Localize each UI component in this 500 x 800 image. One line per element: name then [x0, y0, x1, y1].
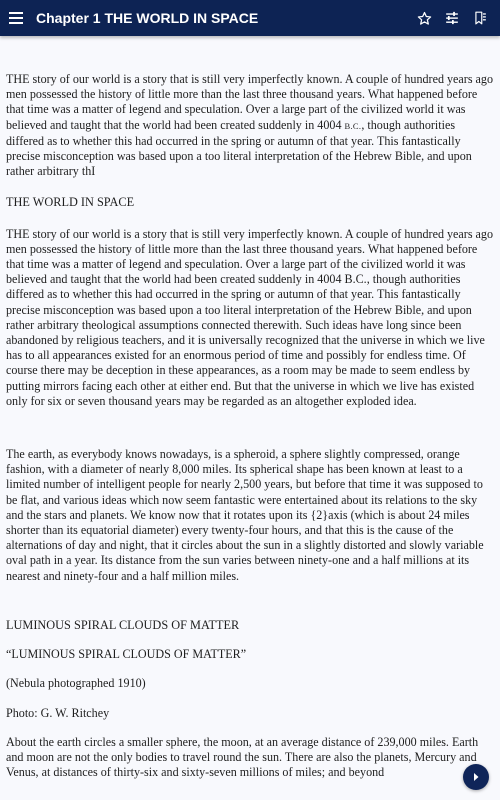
caption-date: (Nebula photographed 1910): [6, 676, 146, 691]
chapter-title: Chapter 1 THE WORLD IN SPACE: [36, 10, 259, 26]
app-bar: [0, 0, 500, 36]
intro-paragraph: [6, 72, 494, 179]
caption-title: “LUMINOUS SPIRAL CLOUDS OF MATTER”: [6, 647, 247, 662]
intro-text-part1: THE story of our world is a story that is still very imperfectly known. A couple of hundred years ago men possessed the history of little more than the last three thousand years. What happened before that time was a matter of legend and speculation. Over a large part of the civilized world it was believed and taught that the world had been created suddenly in 4004: [6, 72, 494, 132]
section-heading-world-in-space: THE WORLD IN SPACE: [6, 195, 135, 210]
tune-icon: [445, 11, 459, 25]
next-page-button[interactable]: [463, 764, 489, 790]
intro-text-part2: , though authorities differed as to whether this had occurred in the spring or autumn of that year. This fantastically precise misconception was based upon a too literal interpretation of the Hebrew Bible, and upon rather arbitrary thI: [6, 117, 472, 179]
chevron-right-icon: [470, 771, 482, 783]
section-heading-spiral-clouds: LUMINOUS SPIRAL CLOUDS OF MATTER: [6, 617, 240, 632]
settings-button[interactable]: [438, 0, 466, 36]
contents-button[interactable]: [466, 0, 494, 36]
toolbar-actions: [410, 0, 494, 36]
paragraph-story: THE story of our world is a story that is still very imperfectly known. A couple of hundred years ago men possessed the history of little more than the last three thousand years. What happened before that time was a matter of legend and speculation. Over a large part of the civilized world it was believed and taught that the world had been created suddenly in 4004 B.C., though authorities differed as to whether this had occurred in the spring or autumn of that year. This fantastically precise misconception was based upon a too literal interpretation of the Hebrew Bible, and upon rather arbitrary theological assumptions connected therewith. Such ideas have long since been abandoned by religious teachers, and it is universally recognized that the universe in which we live has to all appearances existed for an enormous period of time and possibly for endless time. Of course there may be deception in these appearances, as a room may be made to seem endless by putting mirrors facing each other at either end. But that the universe in which we live has existed only for six or seven thousand years may be regarded as an altogether exploded idea.: [6, 226, 494, 408]
menu-icon: [9, 12, 23, 24]
bookmark-list-icon: [473, 11, 487, 25]
favorite-button[interactable]: [410, 0, 438, 36]
caption-photo-credit: Photo: G. W. Ritchey: [6, 705, 110, 720]
paragraph-moon: About the earth circles a smaller sphere, the moon, at an average distance of 239,000 miles. Earth and moon are not the only bodies to travel round the sun. There are also the planets, Mercury and Venus, at distances of thirty-six and sixty-seven millions of miles; and beyond: [6, 734, 479, 780]
star-outline-icon: [417, 11, 432, 26]
intro-bc: B.C.: [344, 120, 362, 131]
menu-button[interactable]: [0, 0, 32, 36]
paragraph-earth: The earth, as everybody knows nowadays, is a spheroid, a sphere slightly compressed, orange fashion, with a diameter of nearly 8,000 miles. Its spherical shape has been known at least to a limited number of intelligent people for nearly 2,500 years, but before that time it was supposed to be flat, and various ideas which now seem fantastic were entertained about its relations to the sky and the stars and planets. We know now that it rotates upon its {2}axis (which is about 24 miles shorter than its equatorial diameter) every twenty-four hours, and that this is the cause of the alternations of day and night, that it circles about the sun in a slightly distorted and slowly variable oval path in a year. Its distance from the sun varies between ninety-one and a half millions at its nearest and ninety-four and a half million miles.: [6, 447, 484, 583]
reader-content: [6, 72, 494, 780]
